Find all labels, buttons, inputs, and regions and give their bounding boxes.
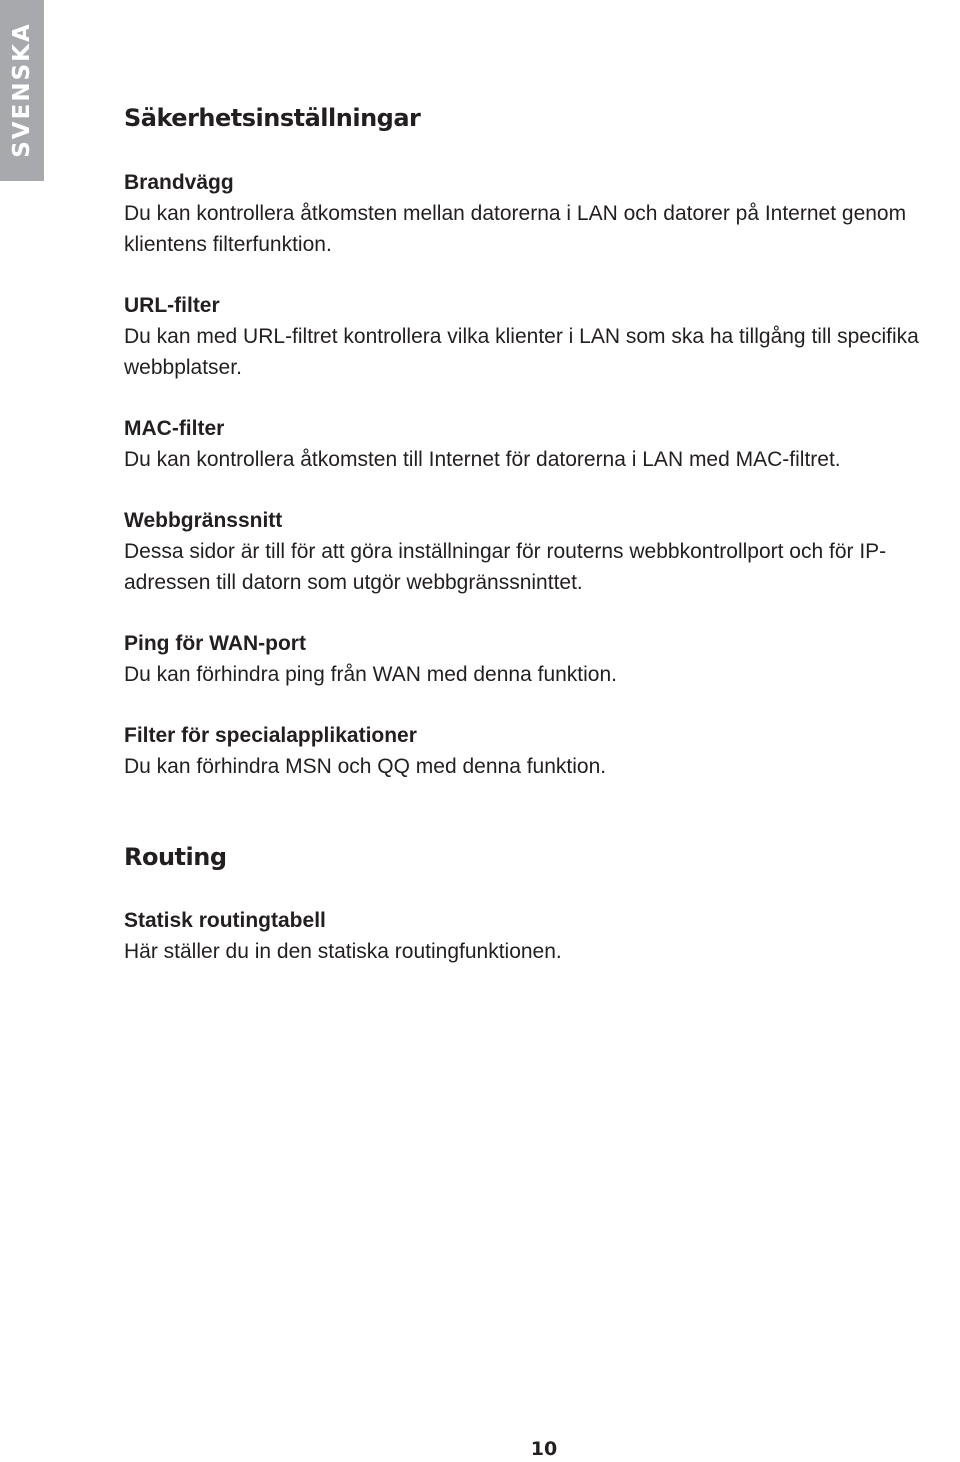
item-mac-filter [124,413,954,475]
item-static-routing [124,905,954,967]
item-body: Du kan förhindra ping från WAN med denna funktion. [124,663,617,686]
section-title-routing: Routing [124,843,227,871]
item-body: Dessa sidor är till för att göra inställningar för routerns webbkontrollport och för IP-adressen till datorn som utgör webbgränssninttet. [124,540,887,594]
item-web-interface [124,505,954,598]
item-heading: URL-filter [124,294,220,317]
item-body: Du kan kontrollera åtkomsten till Internet för datorerna i LAN med MAC-filtret. [124,448,841,471]
item-body: Du kan kontrollera åtkomsten mellan datorerna i LAN och datorer på Internet genom klientens filterfunktion. [124,202,907,256]
item-firewall [124,167,954,260]
item-body: Du kan med URL-filtret kontrollera vilka klienter i LAN som ska ha tillgång till specifika webbplatser. [124,325,919,379]
page-number: 10 [530,1438,558,1460]
item-heading: Ping för WAN-port [124,632,306,655]
item-heading: MAC-filter [124,417,225,440]
item-body: Du kan förhindra MSN och QQ med denna funktion. [124,755,607,778]
language-tab [0,0,44,181]
item-special-app-filter [124,720,954,782]
item-wan-ping [124,628,954,690]
item-heading: Filter för specialapplikationer [124,724,417,747]
item-heading: Brandvägg [124,171,234,194]
section-title-security: Säkerhetsinställningar [124,104,421,132]
item-body: Här ställer du in den statiska routingfunktionen. [124,940,562,963]
language-tab-label: SVENSKA [9,22,35,158]
item-heading: Statisk routingtabell [124,909,326,932]
item-url-filter [124,290,954,383]
item-heading: Webbgränssnitt [124,509,283,532]
